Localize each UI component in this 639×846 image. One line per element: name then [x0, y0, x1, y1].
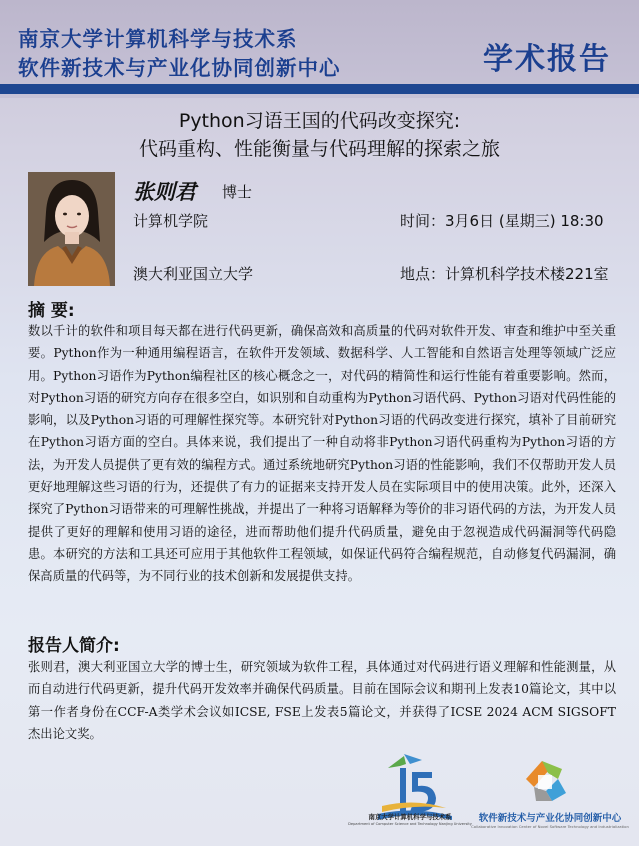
event-time: 时间：3月6日 (星期三) 18:30 [400, 212, 604, 230]
nju-cs-logo-caption: 南京大学计算机科学与技术系 [368, 813, 452, 821]
speaker-university: 澳大利亚国立大学 [133, 265, 254, 283]
collab-center-logo-caption: 软件新技术与产业化协同创新中心 [478, 813, 622, 824]
collab-center-logo-subcaption: Collaborative Innovation Center of Novel Software Technology and Industrialization [471, 824, 629, 829]
org-name-line2: 软件新技术与产业化协同创新中心 [18, 56, 341, 80]
header-divider [0, 84, 639, 94]
talk-title-line2: 代码重构、性能衡量与代码理解的探索之旅 [138, 138, 500, 160]
speaker-degree: 博士 [222, 183, 253, 201]
talk-title-line1: Python习语王国的代码改变探究: [178, 110, 461, 132]
org-name-line1: 南京大学计算机科学与技术系 [18, 27, 298, 51]
bio-text: 张则君，澳大利亚国立大学的博士生，研究领域为软件工程，具体通过对代码进行语义理解和性能测量，从而自动进行代码更新，提升代码开发效率并确保代码质量。目前在国际会议和期刊上发表10篇论文，其中以第一作者身份在CCF-A类学术会议如ICSE, FSE上发表5篇论文，并获得了ICSE 2024 ACM SIGSOFT 杰出论文奖。 [28, 660, 616, 741]
nju-cs-logo-subcaption: Department of Computer Science and Technology Nanjing University [348, 822, 472, 826]
speaker-name: 张则君 [133, 179, 196, 204]
collab-center-logo [512, 755, 578, 807]
event-place: 地点：计算机科学技术楼221室 [400, 265, 609, 283]
abstract-text: 数以千计的软件和项目每天都在进行代码更新，确保高效和高质量的代码对软件开发、审查和维护中至关重要。Python作为一种通用编程语言，在软件开发领域、数据科学、人工智能和自然语言处理等领域广泛应用。Python习语作为Python编程社区的核心概念之一，对代码的精简性和运行性能有着重要影响。然而，对Python习语的研究方向存在很多空白，如识别和自动重构为Python习语代码、Python习语对代码性能的影响，以及Python习语的可理解性探究等。本研究针对Python习语的代码改变进行探究，填补了目前研究在Python习语方面的空白。具体来说，我们提出了一种自动将非Python习语代码重构为Python习语的方法，为开发人员提供了更有效的编程方式。通过系统地研究Python习语的性能影响，我们不仅帮助开发人员更好地理解这些习语的行为，还提供了有力的证据来支持开发人员在实际项目中的使用决策。此外，还深入探究了Python习语带来的可理解性挑战，并提出了一种将习语解释为等价的非习语代码的方法，为开发人员提供了更好的理解和使用习语的途径，进而帮助他们提升代码质量，避免由于忽视造成代码漏洞等代码隐患。本研究的方法和工具还可应用于其他软件工程领域，如保证代码符合编程规范，自动修复代码漏洞，确保高质量的代码等，为不同行业的技术创新和发展提供支持。 [28, 324, 616, 584]
abstract-heading: 摘 要: [28, 301, 75, 321]
speaker-department: 计算机学院 [133, 212, 209, 230]
speaker-photo [28, 172, 115, 286]
event-type-badge: 学术报告 [483, 42, 611, 77]
bio-heading: 报告人简介: [28, 636, 120, 656]
